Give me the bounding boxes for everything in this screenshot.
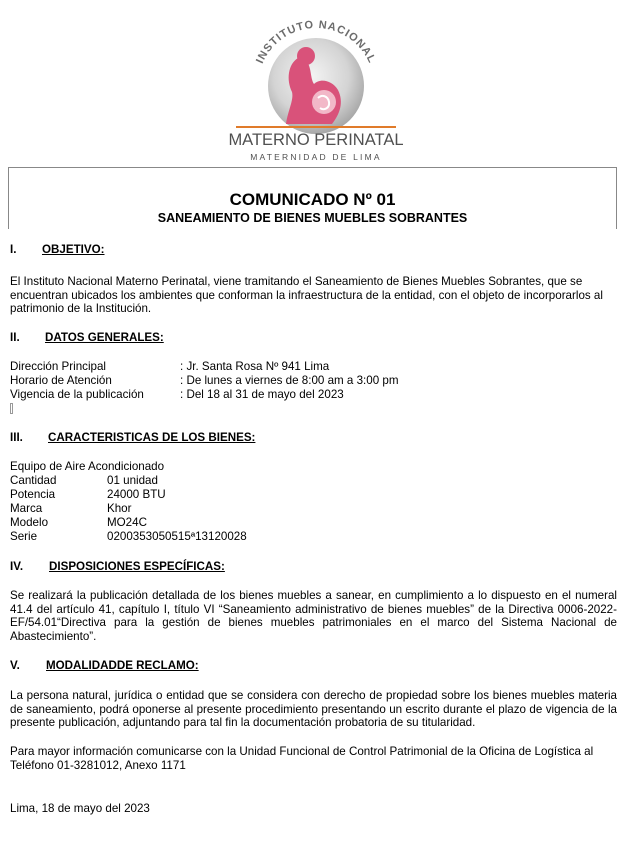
page-title: COMUNICADO Nº 01 xyxy=(229,190,396,209)
row-value: : De lunes a viernes de 8:00 am a 3:00 pm xyxy=(180,374,399,387)
row-key: Modelo xyxy=(10,516,49,529)
section-heading-objetivo xyxy=(10,243,105,256)
modalidad-text: La persona natural, jurídica o entidad que se considera con derecho de propiedad sobre los bienes muebles materia de saneamiento, podrá oponerse al presente procedimiento presentando un escrito durante el plazo de vigencia de la presente publicación, adjuntando para tal fin la documentación probatoria de su titularidad. xyxy=(10,689,617,730)
section-number: V. xyxy=(10,659,20,672)
row-value: 0200353050515ª13120028 xyxy=(107,530,247,543)
institution-logo xyxy=(228,14,404,172)
page-subtitle: SANEAMIENTO DE BIENES MUEBLES SOBRANTES xyxy=(157,211,468,225)
row-key: Horario de Atención xyxy=(10,374,112,387)
item-row-cantidad xyxy=(10,474,158,488)
datos-row-horario xyxy=(10,374,398,388)
row-key: Potencia xyxy=(10,488,56,501)
row-value: MO24C xyxy=(107,516,147,529)
disposiciones-text: Se realizará la publicación detallada de los bienes muebles a sanear, en cumplimiento a lo dispuesto en el numeral 41.4 del artículo 41, capítulo I, título VI “Saneamiento administrativo de bienes muebles” de la Directiva 0006-2022-EF/54.01“Directiva para la gestión de bienes muebles patrimoniales en el marco del Sistema Nacional de Abastecimiento”. xyxy=(10,589,617,643)
datos-row-direccion xyxy=(10,360,329,374)
row-key: Marca xyxy=(10,502,43,515)
row-value: Khor xyxy=(107,502,132,515)
section-heading-modalidad xyxy=(10,659,199,672)
logo-sub-text: MATERNIDAD DE LIMA xyxy=(250,152,382,162)
row-key: Dirección Principal xyxy=(10,360,107,373)
item-row-potencia xyxy=(10,488,166,502)
row-key: Cantidad xyxy=(10,474,57,487)
datos-row-vigencia xyxy=(10,388,344,402)
section-label: DATOS GENERALES: xyxy=(45,331,164,344)
section-number: II. xyxy=(10,331,20,344)
logo-arc-text: INSTITUTO NACIONAL xyxy=(254,18,378,66)
section-heading-caracteristicas xyxy=(10,431,255,444)
section-heading-disposiciones xyxy=(10,560,225,573)
section-number: IV. xyxy=(10,560,24,573)
item-title: Equipo de Aire Acondicionado xyxy=(10,460,165,473)
section-number: I. xyxy=(10,243,17,256)
item-row-marca xyxy=(10,502,132,516)
row-value: : Del 18 al 31 de mayo del 2023 xyxy=(180,388,344,401)
logo-main-text: MATERNO PERINATAL xyxy=(228,131,404,149)
row-value: 24000 BTU xyxy=(107,488,166,501)
section-label: OBJETIVO: xyxy=(42,243,105,256)
section-label: DISPOSICIONES ESPECÍFICAS: xyxy=(49,560,225,573)
item-row-serie xyxy=(10,530,247,544)
section-heading-datos xyxy=(10,331,164,344)
item-row-modelo xyxy=(10,516,147,530)
objetivo-text: El Instituto Nacional Materno Perinatal, viene tramitando el Saneamiento de Bienes Muebles Sobrantes, que se encuentran ubicados los ambientes que conforman la infraestructura de la entidad, con el objeto de incorporarlos al patrimonio de la Institución. xyxy=(10,275,603,316)
contact-text: Para mayor información comunicarse con la Unidad Funcional de Control Patrimonial de la Oficina de Logística al Teléfono 01-3281012, Anexo 1171 xyxy=(10,745,594,772)
section-number: III. xyxy=(10,431,23,444)
section-label: MODALIDADDE RECLAMO: xyxy=(46,659,199,672)
row-key: Vigencia de la publicación xyxy=(10,388,144,401)
row-value: 01 unidad xyxy=(107,474,158,487)
section-label: CARACTERISTICAS DE LOS BIENES: xyxy=(48,431,256,444)
logo-emblem-icon xyxy=(228,14,404,172)
footer-date: Lima, 18 de mayo del 2023 xyxy=(10,802,150,815)
text-cursor-marker xyxy=(10,403,13,414)
row-value: : Jr. Santa Rosa Nº 941 Lima xyxy=(180,360,330,373)
row-key: Serie xyxy=(10,530,38,543)
